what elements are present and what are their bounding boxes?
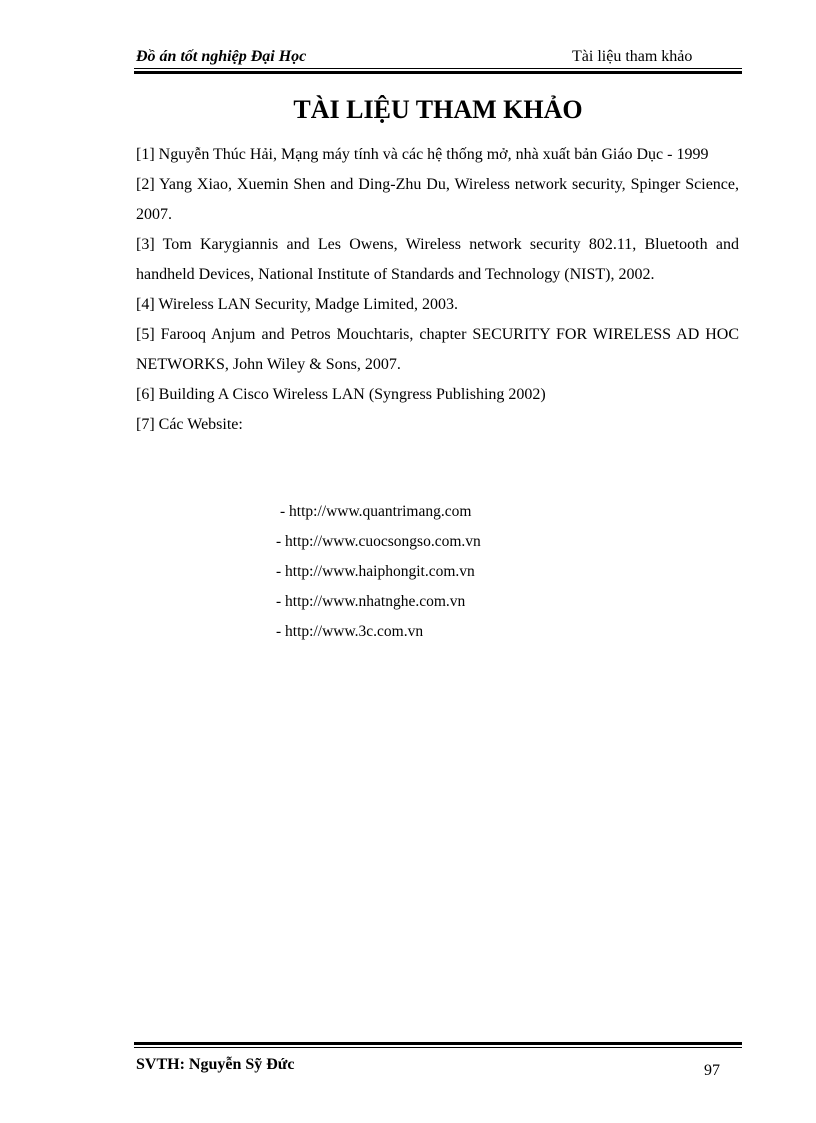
website-link-1[interactable]: - http://www.quantrimang.com [280, 503, 472, 520]
header-rule-thick [134, 71, 742, 74]
header-document-title: Đồ án tốt nghiệp Đại Học [136, 48, 307, 65]
footer-rule-thick [134, 1042, 742, 1045]
website-link-2[interactable]: - http://www.cuocsongso.com.vn [276, 533, 481, 550]
page-number: 97 [704, 1062, 720, 1079]
reference-item-5: [5] Farooq Anjum and Petros Mouchtaris, chapter SECURITY FOR WIRELESS AD HOC NETWORKS, John Wiley & Sons, 2007. [136, 326, 739, 373]
reference-item-1: [1] Nguyễn Thúc Hải, Mạng máy tính và các hệ thống mở, nhà xuất bản Giáo Dục - 1999 [136, 146, 709, 163]
website-link-4[interactable]: - http://www.nhatnghe.com.vn [276, 593, 466, 610]
website-list [276, 497, 481, 647]
reference-item-4: [4] Wireless LAN Security, Madge Limited, 2003. [136, 296, 458, 313]
page-title: TÀI LIỆU THAM KHẢO [293, 95, 583, 124]
website-link-3[interactable]: - http://www.haiphongit.com.vn [276, 563, 475, 580]
reference-item-3: [3] Tom Karygiannis and Les Owens, Wireless network security 802.11, Bluetooth and handheld Devices, National Institute of Standards and Technology (NIST), 2002. [136, 236, 739, 283]
website-link-5[interactable]: - http://www.3c.com.vn [276, 623, 424, 640]
reference-item-7: [7] Các Website: [136, 416, 243, 433]
footer-author: SVTH: Nguyễn Sỹ Đức [136, 1056, 295, 1073]
header-section-title: Tài liệu tham khảo [572, 48, 693, 65]
reference-item-6: [6] Building A Cisco Wireless LAN (Syngress Publishing 2002) [136, 386, 546, 403]
header-rule-thin [134, 68, 742, 69]
footer-rule-thin [134, 1047, 742, 1048]
reference-item-2: [2] Yang Xiao, Xuemin Shen and Ding-Zhu Du, Wireless network security, Spinger Science, 2007. [136, 176, 739, 223]
reference-list [136, 140, 739, 440]
